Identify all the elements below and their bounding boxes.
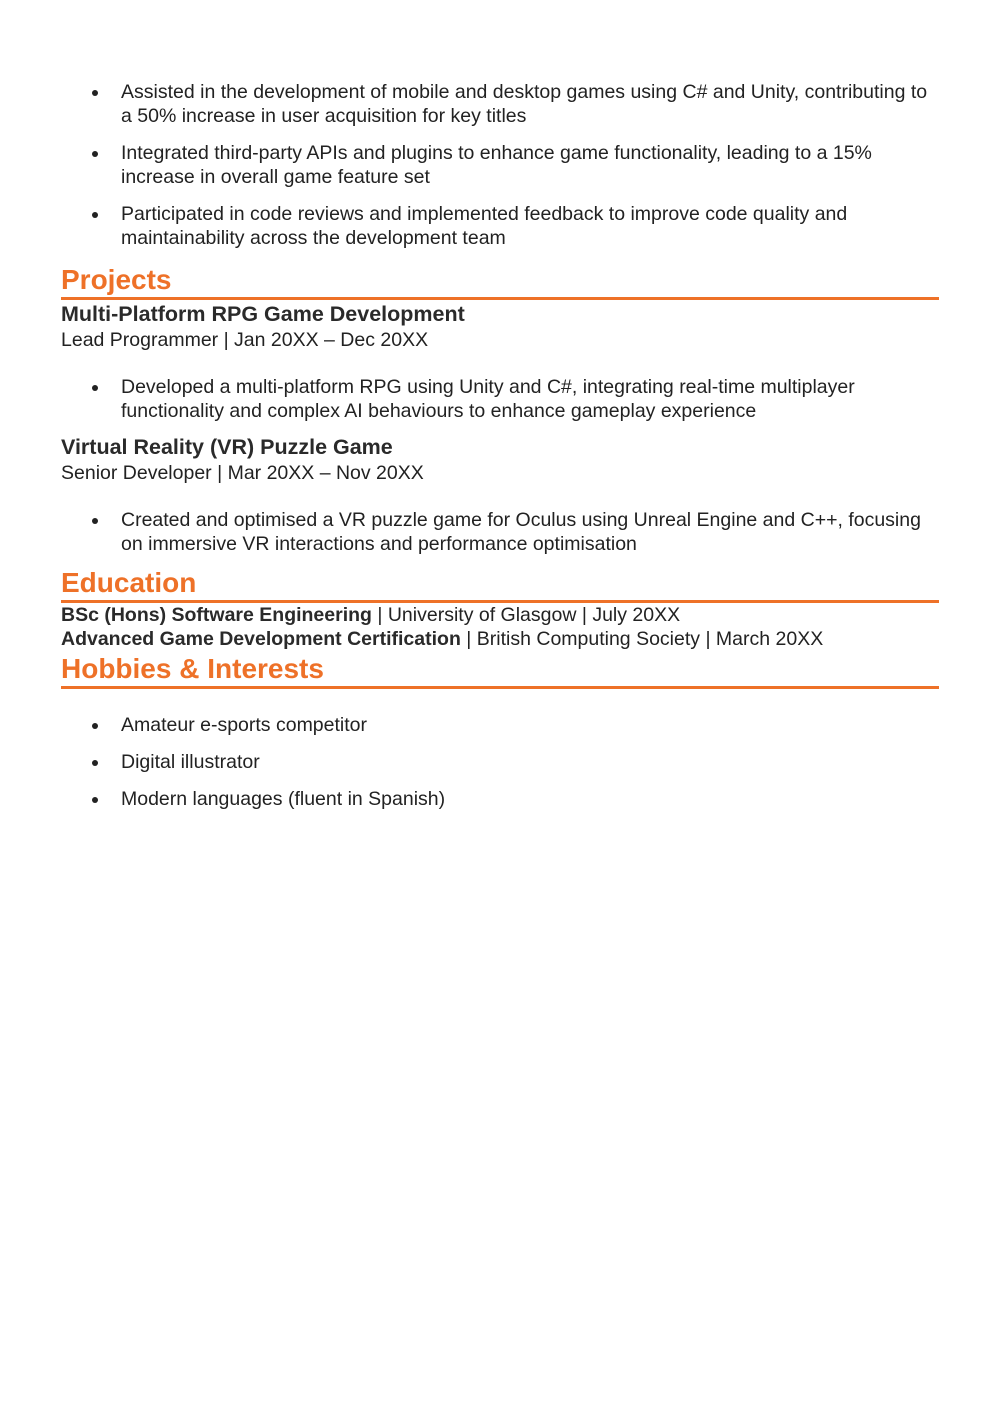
education-qualification: BSc (Hons) Software Engineering [61,604,372,626]
hobbies-section [61,652,939,811]
bullet-icon [92,212,98,218]
project-bullet-list [61,375,939,423]
project-title: Virtual Reality (VR) Puzzle Game [61,435,393,459]
education-heading: Education [61,567,197,598]
bullet-icon [92,760,98,766]
project-item [61,300,939,423]
projects-heading: Projects [61,264,172,295]
project-bullet-list [61,508,939,556]
hobby-item [61,713,939,737]
experience-bullet-list [61,80,939,250]
hobbies-heading: Hobbies & Interests [61,653,324,684]
education-details: | British Computing Society | March 20XX [460,628,824,650]
project-subtitle: Lead Programmer | Jan 20XX – Dec 20XX [61,329,429,351]
hobbies-bullet-list [61,713,939,811]
hobby-text: Digital illustrator [121,751,260,773]
bullet-icon [92,90,98,96]
project-title: Multi-Platform RPG Game Development [61,302,465,326]
project-subtitle: Senior Developer | Mar 20XX – Nov 20XX [61,462,424,484]
project-item [61,433,939,556]
projects-section [61,263,939,556]
section-divider [61,686,939,689]
bullet-icon [92,518,98,524]
experience-bullet-text: Participated in code reviews and implemented feedback to improve code quality and maintainability across the development team [121,203,848,249]
education-entry [61,627,939,651]
project-bullet-text: Developed a multi-platform RPG using Unity and C#, integrating real-time multiplayer functionality and complex AI behaviours to enhance gameplay experience [121,376,855,422]
experience-bullet [61,80,939,128]
hobby-text: Modern languages (fluent in Spanish) [121,788,446,810]
resume-page [61,80,939,824]
project-bullet [61,508,939,556]
bullet-icon [92,385,98,391]
education-details: | University of Glasgow | July 20XX [371,604,681,626]
hobby-item [61,787,939,811]
project-bullet-text: Created and optimised a VR puzzle game for Oculus using Unreal Engine and C++, focusing on immersive VR interactions and performance optimisation [121,509,921,555]
bullet-icon [92,797,98,803]
hobby-text: Amateur e-sports competitor [121,714,368,736]
experience-bullet-text: Integrated third-party APIs and plugins to enhance game functionality, leading to a 15% increase in overall game feature set [121,142,872,188]
experience-bullet [61,202,939,250]
education-section [61,566,939,651]
bullet-icon [92,723,98,729]
experience-bullet [61,141,939,189]
experience-bullet-text: Assisted in the development of mobile and desktop games using C# and Unity, contributing to a 50% increase in user acquisition for key titles [121,81,928,127]
education-qualification: Advanced Game Development Certification [61,628,461,650]
hobby-item [61,750,939,774]
education-entry [61,603,939,627]
bullet-icon [92,151,98,157]
project-bullet [61,375,939,423]
